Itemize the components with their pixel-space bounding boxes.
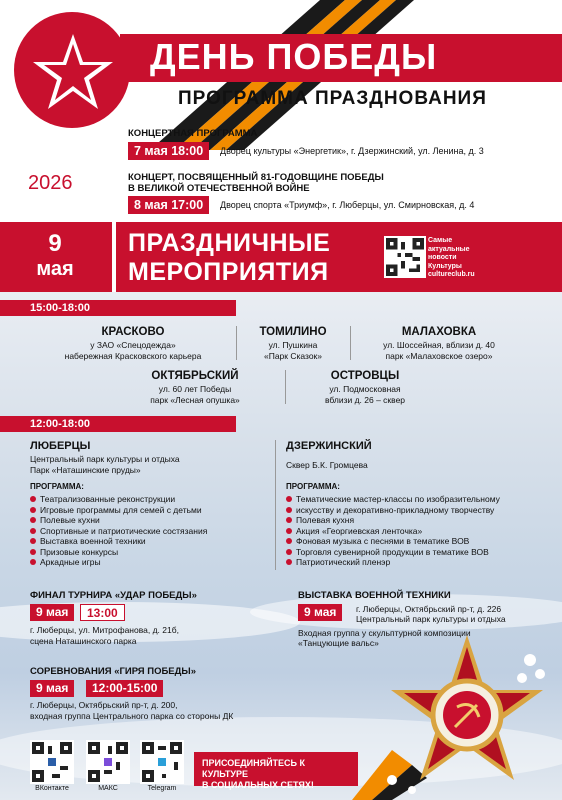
list-item: Призовые конкурсы [30, 547, 207, 558]
location-tomilino: ТОМИЛИНО [259, 326, 327, 338]
separator [275, 440, 276, 570]
dzerzhinsky-program-list [286, 494, 500, 568]
separator [236, 326, 237, 360]
list-item: Игровые программы для семей с детьми [30, 505, 207, 516]
banner-date [0, 222, 110, 292]
lyubertsy-line1: Центральный парк культуры и отдыха [30, 454, 180, 464]
join-social-banner[interactable] [194, 752, 358, 790]
tournament-time: 13:00 [80, 604, 125, 621]
tournament-line2: сцена Наташинского парка [30, 636, 137, 646]
social-max[interactable] [86, 740, 130, 792]
concert-2-label-line2: В ВЕЛИКОЙ ОТЕЧЕСТВЕННОЙ ВОЙНЕ [128, 183, 310, 194]
location-dzerzhinsky: ДЗЕРЖИНСКИЙ [286, 440, 372, 452]
tournament-title: ФИНАЛ ТУРНИРА «УДАР ПОБЕДЫ» [30, 590, 197, 601]
location-tomilino-line2: «Парк Сказок» [263, 351, 323, 361]
banner-title-line2: МЕРОПРИЯТИЯ [128, 258, 329, 286]
list-item: Фоновая музыка с песнями в тематике ВОВ [286, 536, 500, 547]
list-item: Торговля сувенирной продукции в тематике ВОВ [286, 547, 500, 558]
lyubertsy-line2: Парк «Наташинские пруды» [30, 465, 141, 475]
concert-1-date: 7 мая 18:00 [128, 142, 209, 160]
exhibition-line2: Центральный парк культуры и отдыха [356, 614, 506, 624]
location-ostrovtsy-line2: вблизи д. 26 – сквер [324, 395, 406, 405]
time-bar-12-18: 12:00-18:00 [0, 416, 236, 432]
location-malakhovka: МАЛАХОВКА [401, 326, 477, 338]
location-kraskovo-line2: набережная Красковского карьера [64, 351, 202, 361]
location-malakhovka-line1: ул. Шоссейная, вблизи д. 40 [383, 340, 495, 350]
list-item: Полевая кухня [286, 515, 500, 526]
list-item: Аркадные игры [30, 557, 207, 568]
patriotic-war-order-icon [352, 630, 562, 800]
kettlebell-date: 9 мая [30, 680, 74, 697]
exhibition-line1: г. Люберцы, Октябрьский пр-т, д. 226 [356, 604, 502, 614]
banner-day: 9 [48, 230, 62, 257]
exhibition-date: 9 мая [298, 604, 342, 621]
lyubertsy-program-list [30, 494, 207, 568]
location-tomilino-line1: ул. Пушкина [268, 340, 318, 350]
dzerzhinsky-program-label: ПРОГРАММА: [286, 482, 340, 491]
list-item: Театрализованные реконструкции [30, 494, 207, 505]
social-vk[interactable] [30, 740, 74, 792]
separator [285, 370, 286, 404]
tournament-line1: г. Люберцы, ул. Митрофанова, д. 21б, [30, 625, 179, 635]
exhibition-title: ВЫСТАВКА ВОЕННОЙ ТЕХНИКИ [298, 590, 451, 601]
culture-qr-code[interactable] [384, 236, 426, 278]
tournament-date: 9 мая [30, 604, 74, 621]
banner-title-line1: ПРАЗДНИЧНЫЕ [128, 229, 331, 257]
concert-2-label-line1: КОНЦЕРТ, ПОСВЯЩЕННЫЙ 81-ГОДОВЩИНЕ ПОБЕДЫ [128, 172, 384, 183]
list-item: Патриотический пленэр [286, 557, 500, 568]
kettlebell-time: 12:00-15:00 [86, 680, 163, 697]
concert-1-place: Дворец культуры «Энергетик», г. Дзержинский, ул. Ленина, д. 3 [220, 146, 484, 156]
list-item: Акция «Георгиевская ленточка» [286, 526, 500, 537]
list-item: Полевые кухни [30, 515, 207, 526]
concert-2-place: Дворец спорта «Триумф», г. Люберцы, ул. Смирновская, д. 4 [220, 200, 475, 210]
header [0, 0, 562, 120]
list-item: Выставка военной техники [30, 536, 207, 547]
telegram-icon [142, 742, 182, 782]
time-bar-15-18: 15:00-18:00 [0, 300, 236, 316]
location-malakhovka-line2: парк «Малаховское озеро» [385, 351, 493, 361]
concert-2-date: 8 мая 17:00 [128, 196, 209, 214]
location-kraskovo: КРАСКОВО [101, 326, 165, 338]
location-lyubertsy: ЛЮБЕРЦЫ [30, 440, 91, 452]
join-line2: В СОЦИАЛЬНЫХ СЕТЯХ! [202, 780, 314, 790]
location-oktyabrsky: ОКТЯБРЬСКИЙ [151, 370, 239, 382]
banner-divider [112, 222, 116, 292]
location-oktyabrsky-line1: ул. 60 лет Победы [158, 384, 232, 394]
red-star-icon [18, 20, 128, 130]
concert-1-label: КОНЦЕРТНАЯ ПРОГРАММА [128, 128, 258, 139]
list-item [286, 505, 500, 516]
page-subtitle: ПРОГРАММА ПРАЗДНОВАНИЯ [178, 88, 487, 109]
list-item-continuation: искусству и декоративно-прикладному творчеству [296, 504, 495, 515]
dzerzhinsky-line1: Сквер Б.К. Громцева [286, 460, 368, 470]
qr-caption: Самые актуальные новости Культуры cultureclub.ru [428, 237, 475, 278]
exhibition-extra2: «Танцующие вальс» [298, 638, 379, 648]
year-label: 2026 [28, 172, 73, 194]
location-ostrovtsy-line1: ул. Подмосковная [329, 384, 401, 394]
location-kraskovo-line1: у ЗАО «Спецодежда» [90, 340, 176, 350]
join-line1: ПРИСОЕДИНЯЙТЕСЬ К КУЛЬТУРЕ [202, 758, 305, 779]
kettlebell-line1: г. Люберцы, Октябрьский пр-т, д. 200, [30, 700, 178, 710]
social-telegram[interactable] [140, 740, 184, 792]
lyubertsy-program-label: ПРОГРАММА: [30, 482, 84, 491]
social-vk-label: ВКонтакте [35, 785, 69, 792]
location-oktyabrsky-line2: парк «Лесная опушка» [150, 395, 240, 405]
banner-title [128, 229, 330, 287]
social-max-label: МАКС [98, 785, 118, 792]
kettlebell-line2: входная группа Центрального парка со стороны ДК [30, 711, 234, 721]
kettlebell-title: СОРЕВНОВАНИЯ «ГИРЯ ПОБЕДЫ» [30, 666, 196, 677]
vk-icon [32, 742, 72, 782]
qr-code-icon [386, 238, 424, 276]
max-icon [88, 742, 128, 782]
separator [350, 326, 351, 360]
banner-month: мая [36, 258, 74, 280]
list-item: Спортивные и патриотические состязания [30, 526, 207, 537]
social-telegram-label: Telegram [147, 785, 177, 792]
page-title: ДЕНЬ ПОБЕДЫ [150, 36, 438, 77]
exhibition-extra1: Входная группа у скульптурной композиции [298, 628, 471, 638]
location-ostrovtsy: ОСТРОВЦЫ [330, 370, 400, 382]
list-item: Тематические мастер-классы по изобразительному [286, 494, 500, 505]
events-banner [0, 222, 562, 292]
